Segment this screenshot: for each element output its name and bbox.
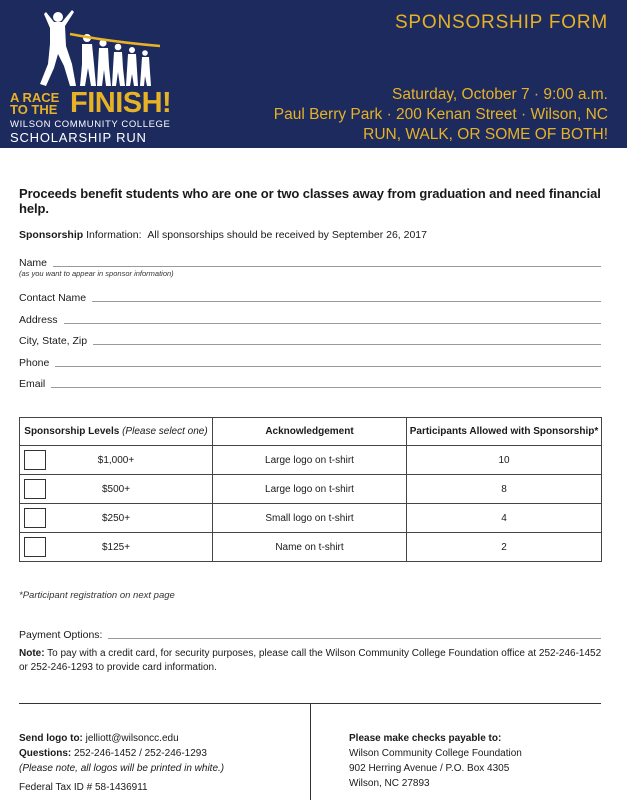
logo-a-race: A RACE xyxy=(10,90,60,105)
table-header-row xyxy=(20,418,602,446)
sponsorship-levels-table xyxy=(19,417,602,562)
sponsorship-info xyxy=(19,229,427,241)
city-state-zip-label: City, State, Zip xyxy=(19,335,88,347)
participants-cell: 10 xyxy=(407,446,602,475)
level-250-checkbox[interactable] xyxy=(24,508,46,528)
logo-college-name: WILSON COMMUNITY COLLEGE xyxy=(10,119,171,130)
footer-payable-info xyxy=(349,731,522,791)
phone-label: Phone xyxy=(19,357,50,369)
city-state-zip-input-line[interactable] xyxy=(93,344,601,345)
level-amount: $500+ xyxy=(101,483,131,495)
payment-note xyxy=(19,647,604,675)
phone-field[interactable] xyxy=(19,353,601,369)
federal-tax-id: Federal Tax ID # 58-1436911 xyxy=(19,782,148,793)
level-cell xyxy=(20,504,213,533)
email-field[interactable] xyxy=(19,374,601,390)
level-500-checkbox[interactable] xyxy=(24,479,46,499)
logo-to-the: TO THE xyxy=(10,102,58,117)
table-row xyxy=(20,533,602,562)
payment-note-text: To pay with a credit card, for security purposes, please call the Wilson Community College Foundation office at 252-246-1452 or 252-246-1293 to provide card information. xyxy=(19,648,602,673)
table-row xyxy=(20,446,602,475)
payment-options-field[interactable] xyxy=(19,625,601,641)
address-input-line[interactable] xyxy=(64,323,601,324)
payable-street: 902 Herring Avenue / P.O. Box 4305 xyxy=(349,763,510,774)
event-tagline: RUN, WALK, OR SOME OF BOTH! xyxy=(363,126,608,143)
level-amount: $250+ xyxy=(101,512,131,524)
level-cell xyxy=(20,475,213,504)
table-row xyxy=(20,475,602,504)
acknowledgement-cell: Small logo on t-shirt xyxy=(213,504,407,533)
name-sublabel: (as you want to appear in sponsor information) xyxy=(19,269,174,278)
form-title: SPONSORSHIP FORM xyxy=(394,12,608,33)
email-input-line[interactable] xyxy=(51,387,601,388)
phone-input-line[interactable] xyxy=(55,366,601,367)
address-label: Address xyxy=(19,314,58,326)
participant-registration-note: *Participant registration on next page xyxy=(19,590,175,601)
payable-org: Wilson Community College Foundation xyxy=(349,748,522,759)
header-acknowledgement: Acknowledgement xyxy=(213,418,407,446)
payment-options-label: Payment Options: xyxy=(19,629,103,641)
logo-scholarship-run: SCHOLARSHIP RUN xyxy=(10,130,147,145)
name-field[interactable] xyxy=(19,253,601,269)
contact-name-field[interactable] xyxy=(19,288,601,304)
table-row xyxy=(20,504,602,533)
event-date-time: Saturday, October 7 · 9:00 a.m. xyxy=(392,86,608,103)
intro-text: Proceeds benefit students who are one or two classes away from graduation and need financial help. xyxy=(19,186,601,216)
logo-finish: FINISH! xyxy=(70,87,172,119)
participants-cell: 4 xyxy=(407,504,602,533)
name-label: Name xyxy=(19,257,48,269)
header-levels-note: (Please select one) xyxy=(122,426,208,437)
send-logo-email[interactable]: jelliott@wilsoncc.edu xyxy=(82,733,179,744)
sponsorship-info-label: Information: xyxy=(83,229,142,241)
payment-options-input-line[interactable] xyxy=(108,638,601,639)
send-logo-label: Send logo to: xyxy=(19,733,83,744)
send-logo-line xyxy=(19,731,224,746)
questions-phones: 252-246-1452 / 252-246-1293 xyxy=(71,748,207,759)
participants-cell: 2 xyxy=(407,533,602,562)
header-banner xyxy=(0,0,627,148)
city-state-zip-field[interactable] xyxy=(19,331,601,347)
acknowledgement-cell: Large logo on t-shirt xyxy=(213,446,407,475)
payment-note-label: Note: xyxy=(19,648,45,659)
footer-column-divider xyxy=(310,703,311,800)
acknowledgement-cell: Name on t-shirt xyxy=(213,533,407,562)
level-amount: $125+ xyxy=(101,541,131,553)
header-sponsorship-levels xyxy=(20,418,213,446)
payable-city: Wilson, NC 27893 xyxy=(349,778,430,789)
name-input-line[interactable] xyxy=(53,266,601,267)
email-label: Email xyxy=(19,378,46,390)
sponsorship-deadline: All sponsorships should be received by September 26, 2017 xyxy=(147,229,427,241)
participants-cell: 8 xyxy=(407,475,602,504)
runners-icon xyxy=(32,8,162,90)
questions-line xyxy=(19,746,224,761)
address-field[interactable] xyxy=(19,310,601,326)
header-levels-text: Sponsorship Levels xyxy=(24,426,120,437)
payable-label: Please make checks payable to: xyxy=(349,733,502,744)
logo-white-note: (Please note, all logos will be printed in white.) xyxy=(19,763,225,774)
race-logo xyxy=(10,6,190,144)
sponsorship-info-label-bold: Sponsorship xyxy=(19,229,84,241)
level-cell xyxy=(20,533,213,562)
header-participants: Participants Allowed with Sponsorship* xyxy=(407,418,602,446)
contact-name-label: Contact Name xyxy=(19,292,87,304)
event-location: Paul Berry Park · 200 Kenan Street · Wilson, NC xyxy=(273,106,608,123)
level-125-checkbox[interactable] xyxy=(24,537,46,557)
contact-name-input-line[interactable] xyxy=(92,301,601,302)
level-amount: $1,000+ xyxy=(97,454,135,466)
level-cell xyxy=(20,446,213,475)
level-1000-checkbox[interactable] xyxy=(24,450,46,470)
questions-label: Questions: xyxy=(19,748,72,759)
acknowledgement-cell: Large logo on t-shirt xyxy=(213,475,407,504)
footer-contact-info xyxy=(19,731,224,776)
